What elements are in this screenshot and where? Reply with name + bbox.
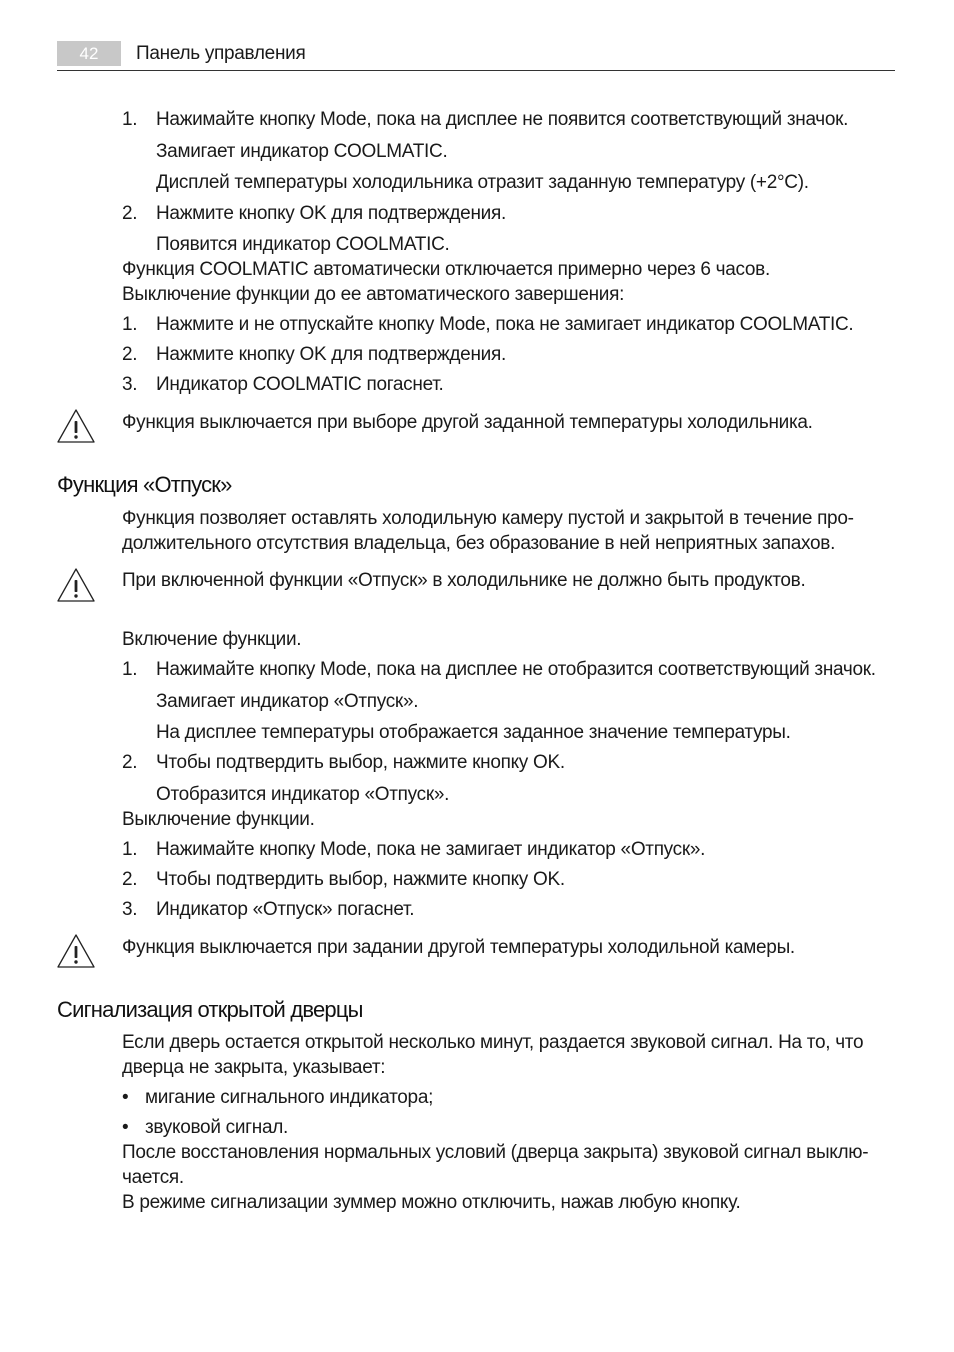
paragraph: Выключение функции. (122, 809, 315, 830)
step-number: 1. (122, 839, 138, 860)
paragraph: В режиме сигнализации зуммер можно отключить, нажав любую кнопку. (122, 1192, 741, 1213)
warning-triangle-icon (56, 933, 96, 969)
step-subtext: Появится индикатор COOLMATIC. (156, 234, 450, 255)
header-rule (57, 70, 895, 71)
paragraph: дверца не закрыта, указывает: (122, 1057, 386, 1078)
section-heading: Функция «Отпуск» (57, 472, 232, 497)
warning-text: При включенной функции «Отпуск» в холодильнике не должно быть продуктов. (122, 570, 806, 591)
step-number: 2. (122, 752, 138, 773)
step-number: 1. (122, 314, 138, 335)
step-number: 1. (122, 659, 138, 680)
warning-triangle-icon (56, 567, 96, 603)
step-subtext: Отобразится индикатор «Отпуск». (156, 784, 450, 805)
section-heading: Сигнализация открытой дверцы (57, 997, 363, 1022)
page-number: 42 (57, 41, 121, 66)
step-subtext: На дисплее температуры отображается заданное значение температуры. (156, 722, 791, 743)
paragraph: Выключение функции до ее автоматического завершения: (122, 284, 625, 305)
warning-text: Функция выключается при задании другой температуры холодильной камеры. (122, 937, 795, 958)
step-number: 2. (122, 203, 138, 224)
bullet-icon: • (122, 1117, 129, 1138)
step-text: Нажмите кнопку OK для подтверждения. (156, 344, 506, 365)
paragraph: После восстановления нормальных условий (дверца закрыта) звуковой сигнал выклю- (122, 1142, 869, 1163)
step-number: 2. (122, 344, 138, 365)
paragraph: Если дверь остается открытой несколько минут, раздается звуковой сигнал. На то, что (122, 1032, 864, 1053)
bullet-icon: • (122, 1087, 129, 1108)
step-text: Нажмите кнопку OK для подтверждения. (156, 203, 506, 224)
step-number: 3. (122, 374, 138, 395)
step-number: 1. (122, 109, 138, 130)
paragraph: чается. (122, 1167, 184, 1188)
step-subtext: Замигает индикатор «Отпуск». (156, 691, 419, 712)
paragraph: должительного отсутствия владельца, без образование в ней неприятных запахов. (122, 533, 836, 554)
step-number: 3. (122, 899, 138, 920)
step-text: Нажимайте кнопку Mode, пока на дисплее не появится соответствующий значок. (156, 109, 849, 130)
step-subtext: Дисплей температуры холодильника отразит заданную температуру (+2°C). (156, 172, 809, 193)
step-text: Индикатор «Отпуск» погаснет. (156, 899, 415, 920)
page-header-title: Панель управления (136, 43, 306, 64)
list-item: звуковой сигнал. (145, 1117, 288, 1138)
warning-triangle-icon (56, 408, 96, 444)
step-text: Нажмите и не отпускайте кнопку Mode, пока не замигает индикатор COOLMATIC. (156, 314, 854, 335)
step-text: Чтобы подтвердить выбор, нажмите кнопку OK. (156, 869, 565, 890)
warning-text: Функция выключается при выборе другой заданной температуры холодильника. (122, 412, 813, 433)
list-item: мигание сигнального индикатора; (145, 1087, 434, 1108)
step-number: 2. (122, 869, 138, 890)
step-text: Чтобы подтвердить выбор, нажмите кнопку OK. (156, 752, 565, 773)
step-subtext: Замигает индикатор COOLMATIC. (156, 141, 448, 162)
paragraph: Функция COOLMATIC автоматически отключается примерно через 6 часов. (122, 259, 770, 280)
paragraph: Функция позволяет оставлять холодильную камеру пустой и закрытой в течение про- (122, 508, 854, 529)
step-text: Индикатор COOLMATIC погаснет. (156, 374, 444, 395)
step-text: Нажимайте кнопку Mode, пока не замигает индикатор «Отпуск». (156, 839, 706, 860)
paragraph: Включение функции. (122, 629, 302, 650)
step-text: Нажимайте кнопку Mode, пока на дисплее не отобразится соответствующий значок. (156, 659, 876, 680)
